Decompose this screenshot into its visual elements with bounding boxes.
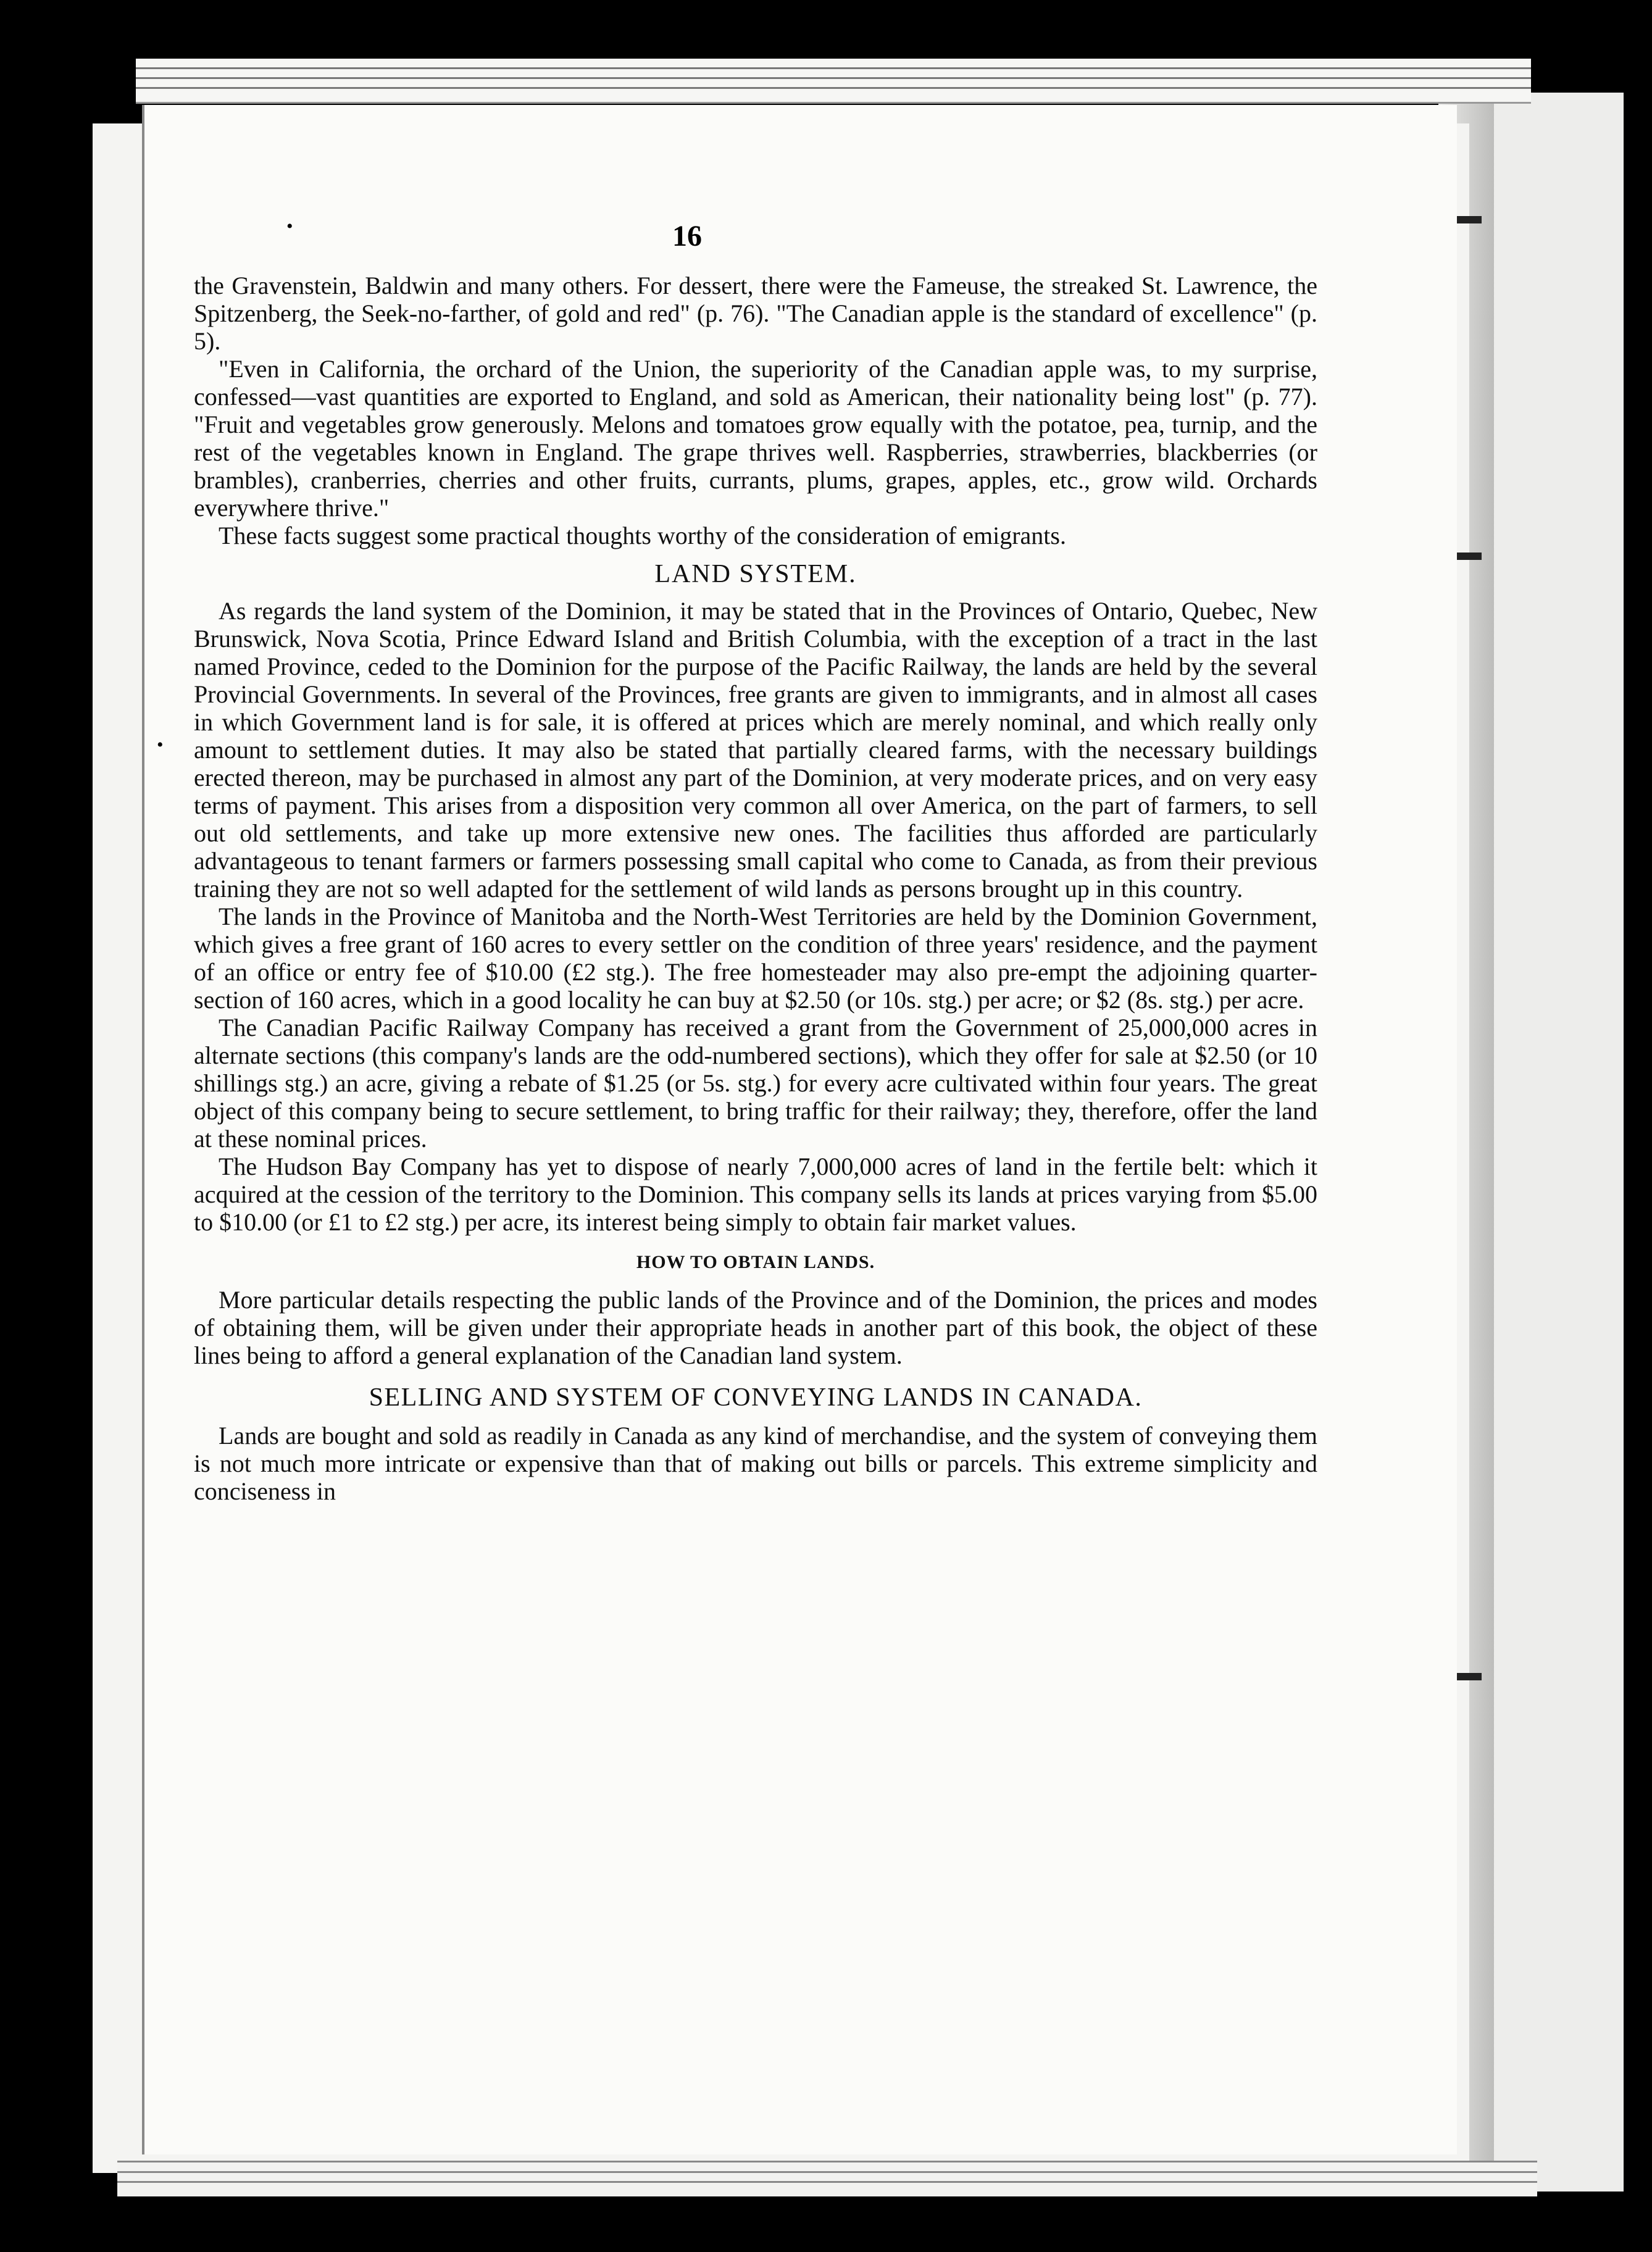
paragraph: The Hudson Bay Company has yet to dispose of nearly 7,000,000 acres of land in the fertile belt: which it acquired at the cession of the territory to the Dominion. This company sells its lands at prices varying from $5.00 to $10.00 (or £1 to £2 stg.) per acre, its interest being simply to obtain fair market values. <box>194 1153 1317 1236</box>
paragraph: "Even in California, the orchard of the Union, the superiority of the Canadian apple was, to my surprise, confessed—vast quantities are exported to England, and sold as American, their nationality being lost" (p. 77). "Fruit and vegetables grow generously. Melons and tomatoes grow equally with the potatoe, pea, turnip, and the rest of the vegetables known in England. The grape thrives well. Raspberries, strawberries, blackberries (or brambles), cranberries, cherries and other fruits, currants, plums, grapes, apples, etc., grow wild. Orchards everywhere thrive." <box>194 355 1317 522</box>
paragraph: The Canadian Pacific Railway Company has received a grant from the Government of 25,000,000 acres in alternate sections (this company's lands are the odd-numbered sections), which they offer for sale at $2.50 (or 10 shillings stg.) an acre, giving a rebate of $1.25 (or 5s. stg.) for every acre cultivated within four years. The great object of this company being to secure settlement, to bring traffic for their railway; they, therefore, offer the land at these nominal prices. <box>194 1014 1317 1153</box>
bullet-mark: • <box>157 735 164 755</box>
page-number: 16 <box>672 220 702 252</box>
page-text <box>194 272 1317 1505</box>
paragraph: Lands are bought and sold as readily in Canada as any kind of merchandise, and the system of conveying them is not much more intricate or expensive than that of making out bills or parcels. This extreme simplicity and conciseness in <box>194 1422 1317 1505</box>
binding-mark <box>1457 553 1482 560</box>
bullet-mark: • <box>286 216 293 236</box>
book-page <box>142 105 1457 2154</box>
heading-how-to-obtain: HOW TO OBTAIN LANDS. <box>636 1252 875 1272</box>
binding-mark <box>1457 1673 1482 1680</box>
binding-mark <box>1457 216 1482 223</box>
facing-page <box>1482 93 1624 2192</box>
page-edges-bottom <box>117 2161 1537 2196</box>
paragraph: the Gravenstein, Baldwin and many others. For dessert, there were the Fameuse, the streaked St. Lawrence, the Spitzenberg, the Seek-no-farther, of gold and red" (p. 76). "The Canadian apple is the standard of excellence" (p. 5). <box>194 272 1317 355</box>
heading-land-system: LAND SYSTEM. <box>654 560 857 588</box>
paragraph: The lands in the Province of Manitoba and the North-West Territories are held by the Dominion Government, which gives a free grant of 160 acres to every settler on the condition of three years' residence, and the payment of an office or entry fee of $10.00 (£2 stg.). The free homesteader may also pre-empt the adjoining quarter-section of 160 acres, which in a good locality he can buy at $2.50 (or 10s. stg.) per acre; or $2 (8s. stg.) per acre. <box>194 903 1317 1014</box>
paragraph: More particular details respecting the public lands of the Province and of the Dominion, the prices and modes of obtaining them, will be given under their appropriate heads in another part of this book, the object of these lines being to afford a general explanation of the Canadian land system. <box>194 1286 1317 1369</box>
heading-selling: SELLING AND SYSTEM OF CONVEYING LANDS IN CANADA. <box>369 1383 1143 1412</box>
paragraph: As regards the land system of the Dominion, it may be stated that in the Provinces of Ontario, Quebec, New Brunswick, Nova Scotia, Prince Edward Island and British Columbia, with the exception of a tract in the last named Province, ceded to the Dominion for the purpose of the Pacific Railway, the lands are held by the several Provincial Governments. In several of the Provinces, free grants are given to immigrants, and in almost all cases in which Government land is for sale, it is offered at prices which are merely nominal, and which really only amount to settlement duties. It may also be stated that partially cleared farms, with the necessary buildings erected thereon, may be purchased in almost any part of the Dominion, at very moderate prices, and on very easy terms of payment. This arises from a disposition very common all over America, on the part of farmers, to sell out old settlements, and take up more extensive new ones. The facilities thus afforded are particularly advantageous to tenant farmers or farmers possessing small capital who come to Canada, as from their previous training they are not so well adapted for the settlement of wild lands as persons brought up in this country. <box>194 597 1317 903</box>
page-edges-top <box>136 59 1531 104</box>
paragraph: These facts suggest some practical thoughts worthy of the consideration of emigrants. <box>219 522 1066 549</box>
